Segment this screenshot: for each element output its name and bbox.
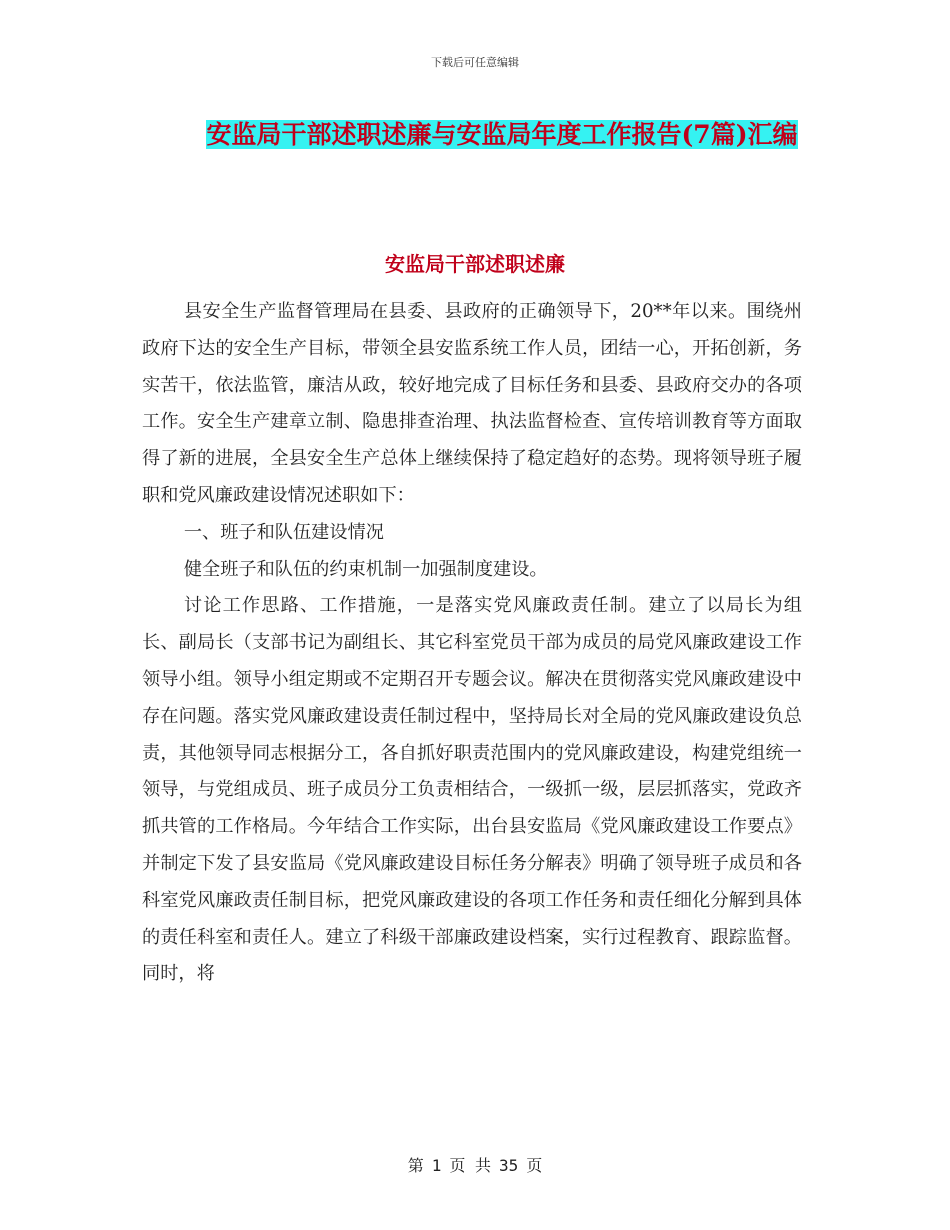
document-title <box>196 112 808 158</box>
paragraph: 一、班子和队伍建设情况 <box>183 521 384 543</box>
document-title-text: 安监局干部述职述廉与安监局年度工作报告(7篇)汇编 <box>206 120 798 149</box>
page-footer <box>0 1153 950 1176</box>
footer-current-page: 1 <box>431 1156 442 1175</box>
footer-middle: 页 共 <box>449 1156 491 1175</box>
section-title: 安监局干部述职述廉 <box>385 252 565 276</box>
footer-prefix: 第 <box>407 1156 424 1175</box>
footer-total-pages: 35 <box>499 1156 519 1175</box>
body-text <box>142 294 802 993</box>
paragraph: 健全班子和队伍的约束机制一加强制度建设。 <box>183 558 548 580</box>
paragraph: 县安全生产监督管理局在县委、县政府的正确领导下，20**年以来。围绕州政府下达的安全生产目标，带领全县安监系统工作人员，团结一心，开拓创新，务实苦干，依法监管，廉洁从政，较好地完成了目标任务和县委、县政府交办的各项工作。安全生产建章立制、隐患排查治理、执法监督检查、宣传培训教育等方面取得了新的进展，全县安全生产总体上继续保持了稳定趋好的态势。现将领导班子履职和党风廉政建设情况述职如下： <box>142 301 802 506</box>
paragraph: 讨论工作思路、工作措施，一是落实党风廉政责任制。建立了以局长为组长、副局长（支部书记为副组长、其它科室党员干部为成员的局党风廉政建设工作领导小组。领导小组定期或不定期召开专题会议。解决在贯彻落实党风廉政建设中存在问题。落实党风廉政建设责任制过程中，坚持局长对全局的党风廉政建设负总责，其他领导同志根据分工，各自抓好职责范围内的党风廉政建设，构建党组统一领导，与党组成员、班子成员分工负责相结合，一级抓一级，层层抓落实，党政齐抓共管的工作格局。今年结合工作实际，出台县安监局《党风廉政建设工作要点》并制定下发了县安监局《党风廉政建设目标任务分解表》明确了领导班子成员和各科室党风廉政责任制目标，把党风廉政建设的各项工作任务和责任细化分解到具体的责任科室和责任人。建立了科级干部廉政建设档案，实行过程教育、跟踪监督。同时，将 <box>142 595 802 985</box>
page-header-note: 下载后可任意编辑 <box>431 56 519 69</box>
footer-suffix: 页 <box>526 1156 543 1175</box>
